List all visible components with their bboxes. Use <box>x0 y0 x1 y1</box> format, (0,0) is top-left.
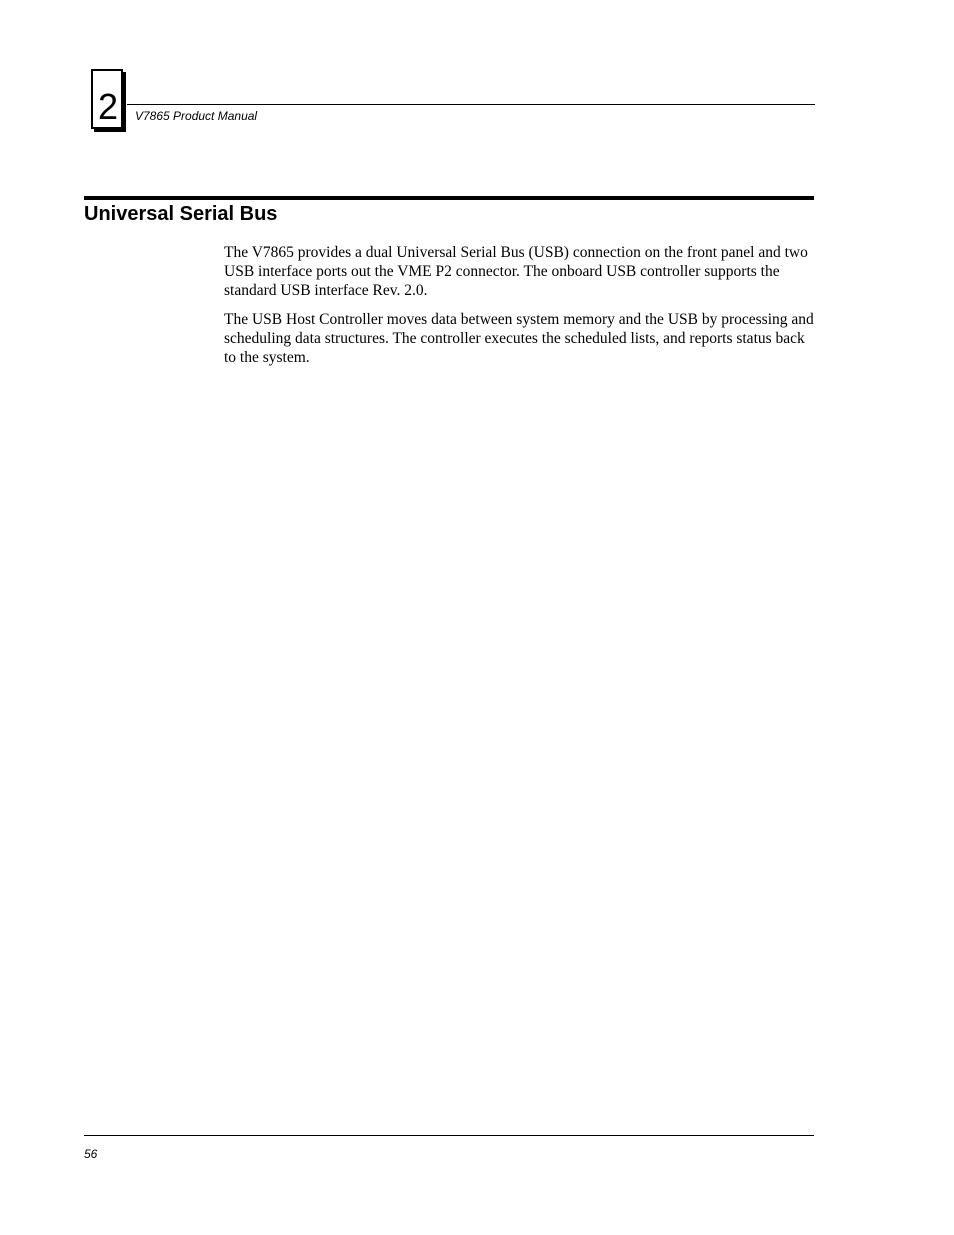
section-rule <box>84 196 814 200</box>
section-title: Universal Serial Bus <box>84 203 278 225</box>
page-number: 56 <box>84 1147 98 1161</box>
body-text <box>224 243 816 377</box>
chapter-number: 2 <box>97 86 119 127</box>
paragraph: The V7865 provides a dual Universal Serial Bus (USB) connection on the front panel and two USB interface ports out the VME P2 connector. The onboard USB controller supports the standard USB interface Rev. 2.0. <box>224 244 808 299</box>
footer-rule <box>84 1135 814 1136</box>
running-header: V7865 Product Manual <box>135 109 258 123</box>
paragraph: The USB Host Controller moves data between system memory and the USB by processing and scheduling data structures. The controller executes the scheduled lists, and reports status back to the system. <box>224 311 814 366</box>
header-rule <box>127 104 815 105</box>
chapter-tab <box>91 69 123 129</box>
